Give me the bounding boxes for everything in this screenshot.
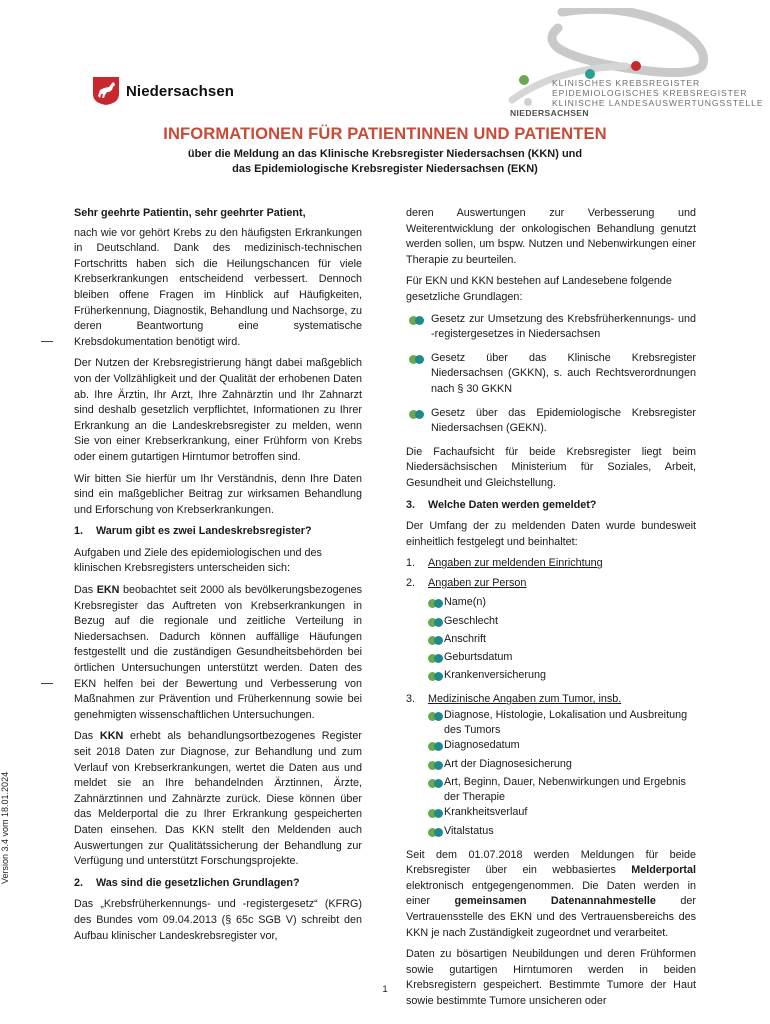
data-list-item [406,692,696,708]
list-item [428,738,696,756]
bullet-icon [428,618,442,627]
law-text: Gesetz über das Klinische Krebsregister Niedersachsen (GKKN), s. auch Rechtsverordnungen nach § 30 GKKN [431,351,696,395]
portal-paragraph [406,848,696,942]
section-title: Warum gibt es zwei Landeskrebsregister? [96,525,312,538]
state-name: Niedersachsen [126,82,235,100]
list-text: Geschlecht [444,614,499,627]
scope-paragraph: Der Umfang der zu meldenden Daten wurde bundesweit einheitlich festgelegt und beinhaltet: [406,520,696,548]
list-text: Art der Diagnosesicherung [444,757,572,770]
section-title: Welche Daten werden gemeldet? [428,498,597,511]
portal-term: Melderportal [631,864,696,877]
section-number: 3. [406,498,416,511]
text: erhebt als behandlungsortbezogenes Register seit 2018 Daten zur Diagnose, zur Behandlung und zum Verlauf von Krebserkrankungen, wertet die Daten aus und meldet sie an Ihre behandelnden Ärztinnen, Ärzte, Zahnärztinnen und Zahnärzte zurück. Diese können über das Melderportal die zu Ihrer Erkrankung gespeicherten Daten einsehen. Das KKN stellt den Meldenden auch Auswertungen zur Qualitätssicherung der Behandlung zur Verfügung und unterstützt Forschungsprojekte. [74,730,363,868]
registry-state: NIEDERSACHSEN [510,108,589,118]
subtitle-line-1: über die Meldung an das Klinische Krebsregister Niedersachsen (KKN) und [187,148,583,160]
datastore-term: gemeinsamen Datenannahmestelle [454,895,656,908]
person-data-list [428,595,696,686]
subtitle-line-2: das Epidemiologische Krebsregister Niedersachsen (EKN) [232,163,538,175]
list-item [428,650,696,668]
bullet-icon [428,636,442,645]
list-text: Krankenversicherung [444,669,547,682]
list-label: Medizinische Angaben zum Tumor, insb. [428,693,622,706]
supervision-paragraph: Die Fachaufsicht für beide Krebsregister liegt beim Niedersächsischen Ministerium für Soziales, Arbeit, Gesundheit und Gleichstellung. [406,445,696,489]
version-label: Version 3.4 vom 18.01.2024 [0,771,10,884]
text: Das [74,584,97,597]
bullet-icon [428,828,442,837]
law-text: Gesetz zur Umsetzung des Krebsfrüherkennungs- und -registergesetzes in Niedersachsen [431,312,696,341]
registry-line-3: KLINISCHE LANDESAUSWERTUNGSSTELLE [552,98,764,108]
evaluation-paragraph: deren Auswertungen zur Verbesserung und Weiterentwicklung der onkologischen Behandlung genutzt werden sollen, um bspw. Nutzen und Nebenwirkungen einer Therapie zu beurteilen. [406,207,696,266]
law-item [406,351,696,398]
text: beobachtet seit 2000 als bevölkerungsbezogenes Krebsregister das Auftreten von Krebserkrankungen in Bezug auf die regionale und zeitliche Verteilung in Niedersachsen. Dadurch können auffällige Häufungen festgestellt und die zuständigen Gesundheitsbehörden bei örtlichen Untersuchungen unterstützt werden. Daten des EKN helfen bei der Bewertung und Verbesserung von Maßnahmen zur Prävention und Früherkennung sowie bei genehmigten wissenschaftlichen Untersuchungen. [74,584,362,721]
page-number: 1 [382,984,388,995]
list-number: 1. [406,557,416,570]
text: Seit dem 01.07.2018 werden Meldungen für beide Krebsregister über ein webbasiertes [406,848,696,877]
text: elektronisch entgegengenommen. Die Daten werden in einer [406,879,696,908]
lower-saxony-horse-icon [92,76,120,106]
benefit-paragraph: Der Nutzen der Krebsregistrierung hängt dabei maßgeblich von der Vollzähligkeit und der Qualität der erhobenen Daten ab. Ihre Ärztin, Ihr Arzt, Ihre Zahnärztin und Ihr Zahnarzt sind deshalb gesetzlich verpflichtet, Informationen zu Ihrer Erkrankung an die Landeskrebsregister zu melden, wenn Sie von einer Krebserkrankung, einer Frühform von Krebs oder einem gutartigen Hirntumor betroffen sind. [74,357,362,463]
list-item [428,805,696,823]
request-paragraph: Wir bitten Sie hierfür um Ihr Verständnis, denn Ihre Daten sind ein maßgeblicher Beitrag zur wirksamen Behandlung und Erforschung von Krebserkrankungen. [74,472,362,516]
law-item [406,312,696,343]
list-text: Geburtsdatum [444,651,513,664]
bullet-icon [428,654,442,663]
list-number: 3. [406,693,416,706]
law-text: Gesetz über das Epidemiologische Krebsregister Niedersachsen (GEKN). [431,406,696,435]
section-heading-2 [74,876,362,892]
section-heading-1 [74,524,362,540]
text: der Vertrauensstelle des EKN und des Vertrauensbereichs des KKN je nach Zuständigkeit zugeordnet und verarbeitet. [406,895,696,939]
greeting: Sehr geehrte Patientin, sehr geehrter Patient, [74,207,306,219]
list-item [428,632,696,650]
list-label: Angaben zur meldenden Einrichtung [428,557,603,570]
list-number: 2. [406,576,416,589]
right-column [406,206,696,1016]
text: Das [74,730,100,743]
left-column [74,206,362,950]
list-label: Angaben zur Person [428,576,527,589]
list-item [428,614,696,632]
tasks-paragraph: Aufgaben und Ziele des epidemiologischen und des klinischen Krebsregisters unterscheiden sich: [74,546,322,575]
section-number: 2. [74,876,84,889]
list-text: Diagnose, Histologie, Lokalisation und Ausbreitung des Tumors [444,709,688,737]
bullet-icon [428,742,442,751]
bullet-icon [428,712,442,721]
law-paragraph: Das „Krebsfrüherkennungs- und -registergesetz“ (KFRG) des Bundes vom 09.04.2013 (§ 65c SGB V) schreibt den Aufbau klinischer Landeskrebsregister vor, [74,898,362,942]
data-list-item [406,576,696,592]
list-text: Diagnosedatum [444,739,520,752]
registry-line-1: KLINISCHES KREBSREGISTER [552,78,701,88]
kkn-term: KKN [99,730,124,743]
ekn-paragraph [74,583,362,723]
intro-paragraph: nach wie vor gehört Krebs zu den häufigsten Erkrankungen in Deutschland. Dank des medizinisch-technischen Fortschritts haben sich die Heilungschancen für viele Krebserkrankungen entscheidend verbessert. Dennoch bleiben offene Fragen im Hinblick auf Häufigkeiten, Früherkennung, Diagnostik, Behandlung und Nachsorge, zu deren Beantwortung eine systematische Krebsdokumentation benötigt wird. [74,226,362,348]
list-item [428,775,696,805]
list-text: Krankheitsverlauf [444,806,528,819]
fold-mark [41,683,53,684]
list-item [428,595,696,613]
bullet-icon [428,599,442,608]
data-list-item [406,556,696,572]
list-item [428,824,696,842]
storage-paragraph: Daten zu bösartigen Neubildungen und deren Frühformen sowie gutartigen Hirntumoren werden in beiden Krebsregistern gespeichert. Bestimmte Tumore der Haut sowie bestimmte Tumore unsicheren oder [406,948,696,1008]
page-title: INFORMATIONEN FÜR PATIENTINNEN UND PATIENTEN [163,124,607,143]
section-heading-3 [406,498,696,514]
list-text: Anschrift [444,632,487,645]
list-item [428,668,696,686]
kkn-paragraph [74,729,362,869]
bullet-icon [428,809,442,818]
list-text: Art, Beginn, Dauer, Nebenwirkungen und Ergebnis der Therapie [444,775,686,804]
bullet-icon [428,761,442,770]
list-item [428,757,696,775]
registry-line-2: EPIDEMIOLOGISCHES KREBSREGISTER [552,88,748,98]
bullet-icon [409,316,425,325]
bullet-icon [428,672,442,681]
ekn-term: EKN [96,584,120,597]
section-number: 1. [74,525,84,538]
bullet-icon [409,355,425,364]
section-title: Was sind die gesetzlichen Grundlagen? [96,876,300,889]
page-subtitle [0,147,770,177]
law-item [406,406,696,437]
tumor-data-list [428,708,696,842]
list-item [428,708,696,738]
legal-basis-paragraph: Für EKN und KKN bestehen auf Landesebene folgende gesetzliche Grundlagen: [406,275,672,303]
bullet-icon [428,779,442,788]
list-text: Vitalstatus [444,824,494,837]
fold-mark [41,341,53,342]
list-text: Name(n) [444,596,486,609]
niedersachsen-logo [92,76,234,106]
bullet-icon [409,410,425,419]
